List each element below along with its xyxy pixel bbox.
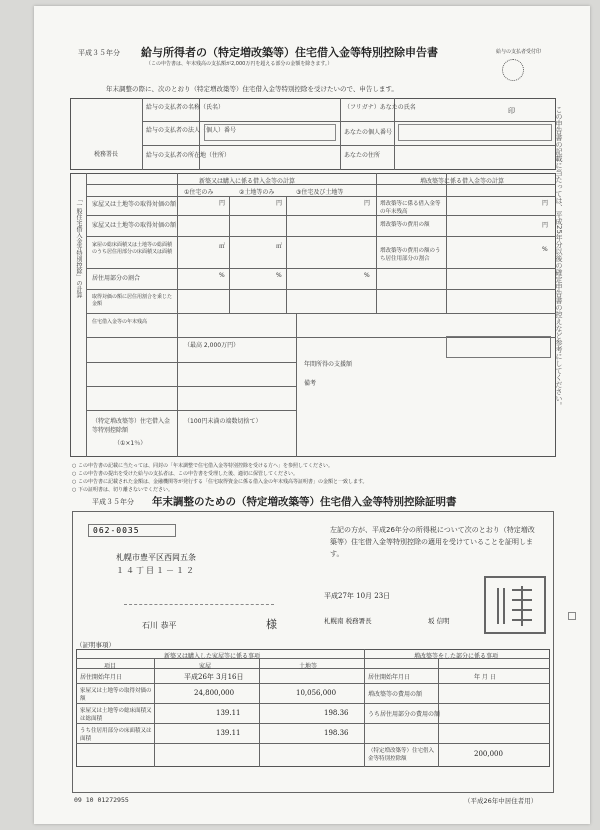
stamp-mark: 印 (508, 107, 515, 115)
col-item: 項目 (104, 663, 117, 670)
right-date-placeholder: 年 月 日 (474, 674, 496, 681)
unit-pct-4: % (542, 246, 548, 253)
form-title: 給与所得者の（特定増改築等）住宅借入金等特別控除申告書 (141, 46, 438, 59)
row-house-3: 139.11 (216, 729, 241, 737)
cert-left-head: 新築又は購入した家屋等に係る事項 (164, 653, 261, 660)
paper-sheet (34, 6, 590, 824)
row-label-0: 居住開始年月日 (80, 674, 123, 681)
right-section-title: 増改築等に係る借入金等の計算 (420, 178, 505, 185)
cert-footer-note: （平成26年中居住者用） (464, 797, 538, 805)
formula-label: （①×1％） (114, 440, 147, 447)
limit-2000: （最高 2,000万円） (184, 342, 240, 349)
cert-statement: 左記の方が、平成26年分の所得税について次のとおり（特定増改築等）住宅借入金等特別控除の適用を受けていることを証明します。 (330, 526, 535, 558)
special-box (446, 336, 551, 358)
cert-title: 年末調整のための（特定増改築等）住宅借入金等特別控除証明書 (152, 496, 457, 508)
my-number-boxes (398, 124, 552, 141)
right-row-1: 増改築等の費用の額 (368, 691, 423, 698)
type-house-only: ①住宅のみ (184, 189, 214, 196)
row-ratio-amount: 取得対価の額に居住用割合を乗じた金額 (92, 294, 173, 307)
row-floor-area: 家屋の総床面積又は土地等の総面積のうち居住用部分の床面積又は面積 (92, 242, 173, 255)
form-limit-note: （この申告書は、年末残高の支払額が2,000万円を超える部分の金額を除きます。） (146, 61, 333, 67)
address-line-1: 札幌市豊平区西岡五条 (116, 553, 196, 562)
right-row-ratio: 増改築等の費用の額のうち居住用部分の割合 (380, 248, 441, 262)
cert-serial: 09 10 01272955 (74, 796, 129, 804)
right-row-0: 居住開始年月日 (368, 674, 411, 681)
addressee-name: 石川 恭平 (142, 621, 177, 630)
cert-date: 平成27年 10月 23日 (324, 592, 391, 600)
footnote-3: ○ この申告書に記載された金額は、金融機関等が発行する「住宅取得資金に係る借入金の年末残高等証明書」の金額と一致します。 (72, 479, 368, 485)
unit-sqm-2: ㎡ (276, 243, 283, 250)
unit-pct-2: % (276, 272, 282, 279)
unit-yen-2: 円 (276, 200, 283, 207)
office-seal (484, 576, 546, 634)
unit-sqm-1: ㎡ (219, 243, 226, 250)
honorific: 様 (266, 618, 277, 631)
cert-officer-name: 坂 信明 (428, 617, 450, 625)
right-row-balance: 増改築等に係る借入金等の年末残高 (380, 201, 441, 215)
row-label-1: 家屋又は土地等の取得対価の額 (80, 688, 152, 702)
my-address-label: あなたの住所 (344, 152, 381, 159)
prev-tax-label: 年間所得の支援額 (304, 361, 353, 368)
col-land: 土地等 (299, 663, 318, 670)
row-house-2: 139.11 (216, 709, 241, 717)
postal-code-box: 062-0035 (88, 524, 176, 537)
type-land-only: ②土地等のみ (239, 189, 275, 196)
row-acq-price: 家屋又は土地等の取得対価の額 (92, 201, 177, 208)
row-acq-price-2: 家屋又は土地等の取得対価の額 (92, 222, 177, 229)
type-house-land: ③住宅及び土地等 (296, 189, 344, 196)
unit-yen-5: 円 (542, 222, 549, 229)
form-intro: 年末調整の際に、次のとおり（特定増改築等）住宅借入金等特別控除を受けたいので、申告します。 (106, 85, 398, 93)
row-house-0: 平成26年 3月16日 (184, 673, 244, 681)
seal-glyph-art (490, 582, 540, 630)
right-row-2: うち居住用部分の費用の額 (368, 711, 441, 718)
payer-address-label: 給与の支払者の所在地（住所） (146, 152, 231, 159)
furigana-name-label: （フリガナ）あなたの氏名 (344, 104, 416, 111)
row-land-1: 10,056,000 (296, 689, 337, 697)
footnote-4: ○ 下の証明書は、切り離さないでください。 (72, 487, 173, 493)
payer-name-label: 給与の支払者の名称（氏名） (146, 104, 225, 111)
row-residential-ratio: 居住用部分の割合 (92, 275, 141, 282)
row-year-end-balance: 住宅借入金等の年末残高 (92, 319, 148, 325)
office-receipt-label: 給与の支払者受付印 (496, 49, 542, 55)
row-land-3: 198.36 (324, 729, 349, 737)
row-label-2: 家屋又は土地等の総床面積又は総面積 (80, 708, 152, 722)
side-column-label: 「一般住宅借入金等特別控除」の計算 (75, 196, 82, 298)
cert-right-head: 増改築等をした部分に係る事項 (414, 653, 499, 660)
payer-number-boxes (204, 124, 336, 141)
unit-yen-3: 円 (364, 200, 371, 207)
footnote-1: ○ この申告書の記載に当たっては、同封の「年末調整で住宅借入金等特別控除を受ける方へ」を参照してください。 (72, 463, 333, 469)
form-era-year: 平成３５年分 (78, 49, 120, 57)
row-land-2: 198.36 (324, 709, 349, 717)
row-house-1: 24,800,000 (194, 689, 235, 697)
perforation-mark (568, 612, 576, 620)
my-number-label: あなたの個人番号 (344, 129, 393, 136)
left-section-title: 新築又は購入に係る借入金等の計算 (199, 178, 296, 185)
receipt-stamp-circle (502, 59, 524, 81)
right-row-3: （特定増改築等）住宅借入金等特別控除額 (368, 748, 435, 762)
note-100yen: （100円未満の端数切捨て） (184, 418, 262, 425)
unit-yen-1: 円 (219, 200, 226, 207)
col-house: 家屋 (199, 663, 212, 670)
row-special-deduction: （特定増改築等）住宅借入金等特別控除額 (92, 418, 171, 434)
tax-office-label: 税務署長 (94, 151, 119, 158)
cert-era-year: 平成３５年分 (92, 498, 134, 506)
footnote-2: ○ この申告書の提出を受けた給与の支払者は、この申告書を受理した後、適切に保管してください。 (72, 471, 298, 477)
address-line-2: １４丁目１－１２ (116, 566, 196, 575)
side-vertical-note: この申告書の記載に当たっては、平成25年分以後の確定申告書の控えなど参考にしてください。 (555, 106, 563, 409)
remarks-label: 備考 (304, 380, 317, 387)
unit-yen-4: 円 (542, 200, 549, 207)
payer-number-label: 給与の支払者の法人（個人）番号 (146, 127, 237, 134)
row-label-3: うち住居用部分の床面積又は面積 (80, 728, 152, 742)
cert-office: 札幌南 税務署長 (324, 617, 372, 625)
cert-section-label: （証明事項） (76, 641, 115, 649)
deduction-value: 200,000 (474, 750, 503, 758)
right-row-cost: 増改築等の費用の額 (380, 222, 430, 228)
unit-pct-3: % (364, 272, 370, 279)
unit-pct-1: % (219, 272, 225, 279)
